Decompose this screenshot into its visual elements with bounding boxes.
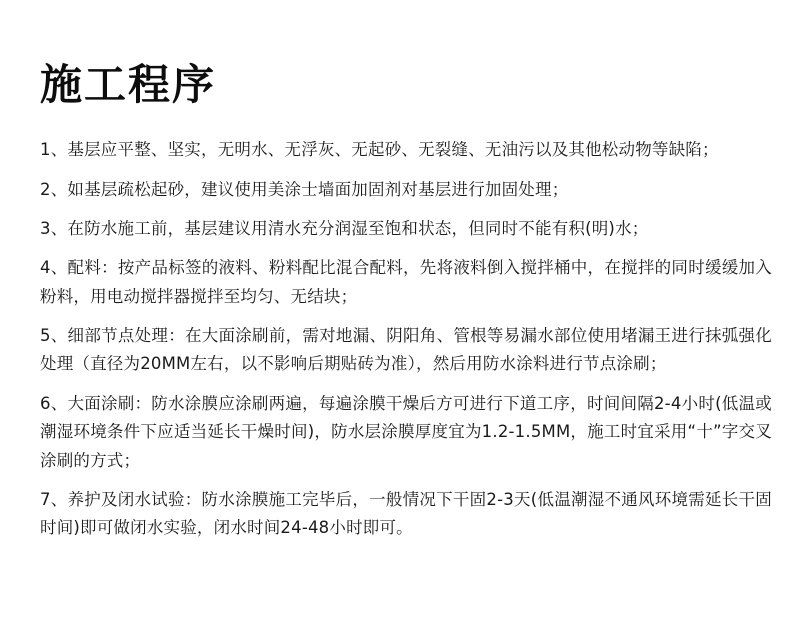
list-item: 2、如基层疏松起砂，建议使用美涂士墙面加固剂对基层进行加固处理； (40, 179, 569, 199)
list-item: 4、配料：按产品标签的液料、粉料配比混合配料，先将液料倒入搅拌桶中，在搅拌的同时缓缓加入粉料，用电动搅拌器搅拌至均匀、无结块； (40, 258, 772, 306)
list-item: 1、基层应平整、坚实，无明水、无浮灰、无起砂、无裂缝、无油污以及其他松动物等缺陷； (40, 140, 719, 160)
procedure-list (40, 136, 772, 543)
list-item: 7、养护及闭水试验：防水涂膜施工完毕后，一般情况下干固2-3天(低温潮湿不通风环境需延长干固时间)即可做闭水实验，闭水时间24-48小时即可。 (40, 489, 772, 538)
list-item: 5、细部节点处理：在大面涂刷前，需对地漏、阴阳角、管根等易漏水部位使用堵漏王进行抹弧强化处理（直径为20MM左右，以不影响后期贴砖为准），然后用防水涂料进行节点涂刷； (40, 326, 772, 374)
list-item: 6、大面涂刷：防水涂膜应涂刷两遍，每遍涂膜干燥后方可进行下道工序，时间间隔2-4小时(低温或潮湿环境条件下应适当延长干燥时间)，防水层涂膜厚度宜为1.2-1.5MM，施工时宜采用“十”字交叉涂刷的方式； (40, 393, 772, 470)
list-item: 3、在防水施工前，基层建议用清水充分润湿至饱和状态，但同时不能有积(明)水； (40, 218, 649, 238)
page-title: 施工程序 (40, 60, 217, 109)
